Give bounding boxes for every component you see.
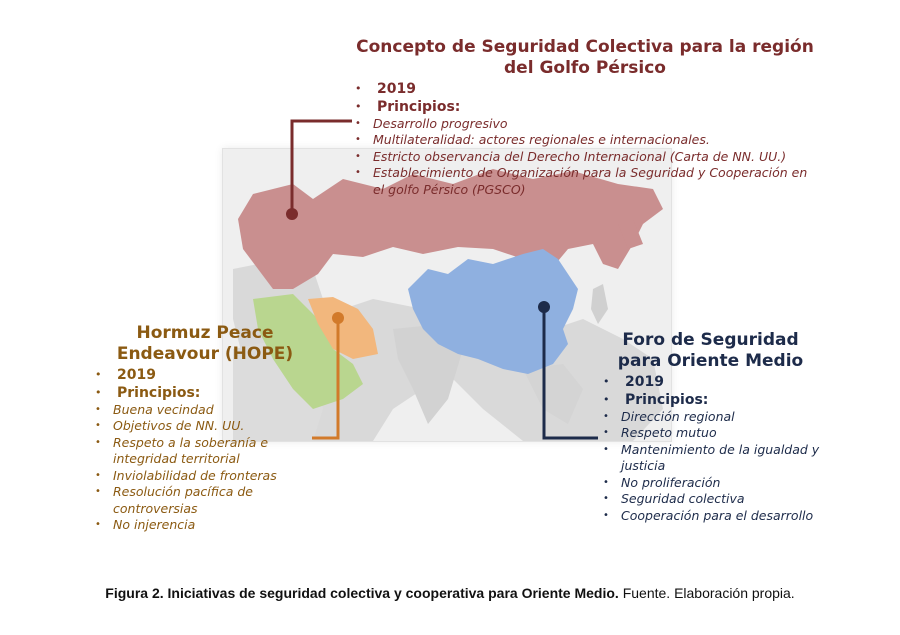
foro-principles-label: Principios:: [625, 391, 709, 408]
foro-panel: [603, 330, 823, 524]
gulf-principles-label: Principios:: [377, 98, 461, 115]
foro-principle: • Cooperación para el desarrollo: [603, 508, 823, 525]
hope-panel: [95, 323, 335, 534]
caption-source: Fuente. Elaboración propia.: [618, 585, 795, 601]
hope-principles-item: [95, 384, 335, 402]
foro-principle: • Respeto mutuo: [603, 425, 823, 442]
hope-title: Hormuz Peace Endeavour (HOPE): [116, 323, 294, 365]
gulf-title: Concepto de Seguridad Colectiva para la región del Golfo Pérsico: [356, 37, 814, 79]
hope-principles-label: Principios:: [117, 384, 201, 401]
gulf-principle: • Estricto observancia del Derecho Internacional (Carta de NN. UU.): [355, 149, 820, 166]
gulf-principles-item: [355, 98, 820, 116]
hope-principle: • Respeto a la soberanía e integridad territorial: [95, 435, 335, 468]
foro-title: Foro de Seguridad para Oriente Medio: [617, 330, 804, 372]
hope-principle: • Inviolabilidad de fronteras: [95, 468, 335, 485]
foro-principle: • Dirección regional: [603, 409, 823, 426]
foro-principles-list: [603, 409, 823, 525]
caption-bold: Figura 2. Iniciativas de seguridad colectiva y cooperativa para Oriente Medio.: [105, 585, 619, 601]
foro-principle: • Mantenimiento de la igualdad y justicia: [603, 442, 823, 475]
gulf-principle: • Multilateralidad: actores regionales e internacionales.: [355, 132, 820, 149]
hope-year: • 2019: [95, 366, 335, 384]
hope-principle: • Resolución pacífica de controversias: [95, 484, 335, 517]
figure-caption: [0, 585, 900, 601]
foro-principle: • No proliferación: [603, 475, 823, 492]
hope-principle: • Objetivos de NN. UU.: [95, 418, 335, 435]
hope-list: [95, 366, 335, 402]
gulf-list: [355, 80, 820, 116]
gulf-principle: • Desarrollo progresivo: [355, 116, 820, 133]
hope-principles-list: [95, 402, 335, 534]
hope-principle: • Buena vecindad: [95, 402, 335, 419]
hope-principle: • No injerencia: [95, 517, 335, 534]
foro-principle: • Seguridad colectiva: [603, 491, 823, 508]
gulf-year: • 2019: [355, 80, 820, 98]
gulf-principle: • Establecimiento de Organización para la Seguridad y Cooperación en el golfo Pérsico (PGSCO): [355, 165, 820, 198]
foro-principles-item: [603, 391, 823, 409]
foro-list: [603, 373, 823, 409]
gulf-principles-list: [355, 116, 820, 199]
foro-year: • 2019: [603, 373, 823, 391]
gulf-concept-panel: [355, 37, 820, 198]
japan-shape: [591, 284, 608, 324]
